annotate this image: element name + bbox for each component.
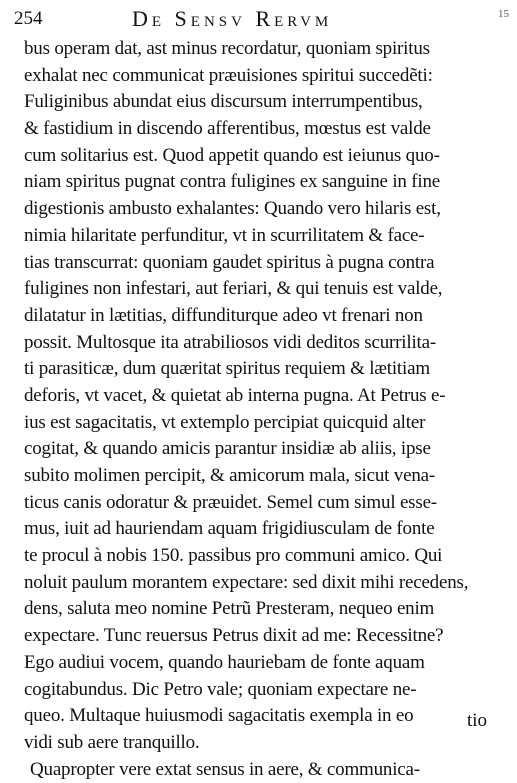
text-line: niam spiritus pugnat contra fuligines ex sanguine in fine — [24, 171, 441, 193]
text-line: cogitat, & quando amicis parantur insidiæ ab aliis, ipse — [24, 438, 431, 460]
text-line: ti parasiticæ, dum quæritat spiritus requiem & lætitiam — [24, 358, 430, 380]
text-line: mus, iuit ad hauriendam aquam frigidiusculam de fonte — [24, 518, 435, 540]
running-title: De Sensv Rervm — [132, 6, 333, 31]
text-line: cum solitarius est. Quod appetit quando est ieiunus quo- — [24, 144, 440, 166]
text-line: dilatatur in lætitias, diffunditurque adeo vt frenari non — [24, 304, 423, 326]
page-number: 254 — [14, 8, 43, 29]
text-line: & fastidium in discendo afferentibus, mœstus est valde — [24, 118, 431, 140]
text-line: expectare. Tunc reuersus Petrus dixit ad me: Recessitne? — [24, 625, 444, 647]
page-header — [14, 6, 509, 32]
paragraph-start-line: Quapropter vere extat sensus in aere, & communica- — [30, 758, 420, 780]
text-line: tias transcurrat: quoniam gaudet spiritus à pugna contra — [24, 251, 435, 273]
page-mark: 15 — [498, 8, 509, 20]
text-line: exhalat nec communicat præuisiones spiritui succedẽti: — [24, 64, 433, 86]
text-line: digestionis ambusto exhalantes: Quando vero hilaris est, — [24, 198, 441, 220]
text-line: deforis, vt vacet, & quietat ab interna pugna. At Petrus e- — [24, 384, 446, 406]
text-line: fuligines non infestari, aut feriari, & qui tenuis est valde, — [24, 278, 443, 300]
text-line: queo. Multaque huiusmodi sagacitatis exempla in eo — [24, 705, 414, 727]
text-line: ius est sagacitatis, vt extemplo percipiat quicquid alter — [24, 411, 426, 433]
text-line: bus operam dat, ast minus recordatur, quoniam spiritus — [24, 38, 430, 59]
body-text — [24, 36, 492, 783]
catchword: tio — [466, 710, 487, 731]
text-line: te procul à nobis 150. passibus pro communi amico. Qui — [24, 545, 443, 567]
text-line: noluit paulum morantem expectare: sed dixit mihi recedens, — [24, 571, 469, 593]
text-line: nimia hilaritate perfunditur, vt in scurrilitatem & face- — [24, 224, 425, 246]
text-line: Ego audiui vocem, quando hauriebam de fonte aquam — [24, 651, 425, 673]
text-line: cogitabundus. Dic Petro vale; quoniam expectare ne- — [24, 678, 417, 700]
text-line: subito molimen percipit, & amicorum mala, sicut vena- — [24, 465, 435, 486]
text-line: dens, saluta meo nomine Petrũ Presteram, nequeo enim — [24, 598, 435, 620]
text-line: vidi sub aere tranquillo. — [24, 731, 200, 753]
text-line: ticus canis odoratur & præuidet. Semel cum simul esse- — [24, 491, 437, 513]
text-line: possit. Multosque ita atrabiliosos vidi deditos scurrilita- — [24, 331, 436, 353]
text-line: Fuliginibus abundat eius discursum interrumpentibus, — [24, 91, 423, 113]
